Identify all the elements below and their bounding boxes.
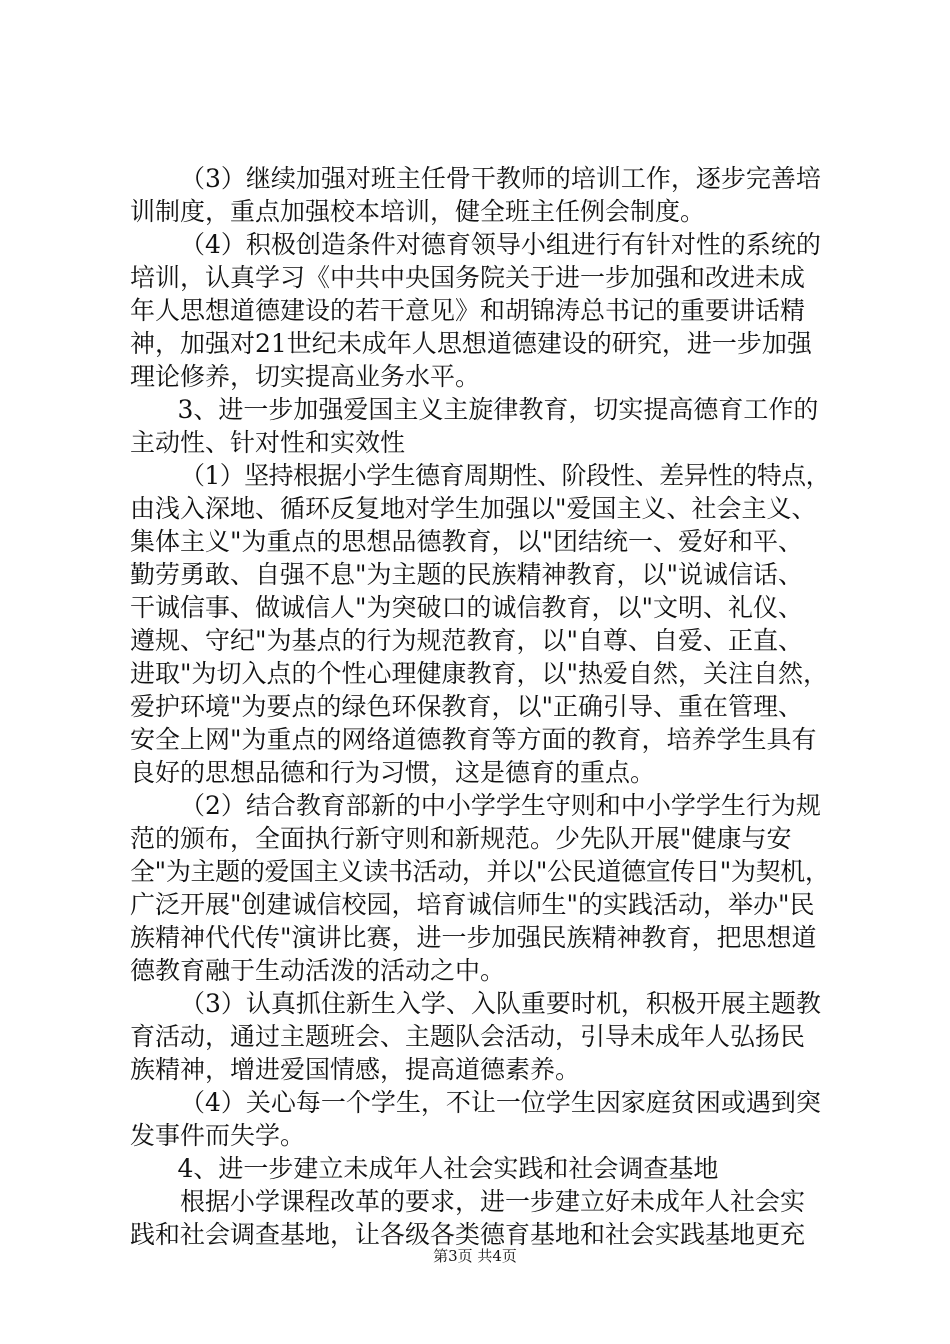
text-line: 践和社会调查基地，让各级各类德育基地和社会实践基地更充 — [130, 1220, 806, 1249]
text-line: 由浅入深地、循环反复地对学生加强以"爱国主义、社会主义、 — [130, 494, 817, 523]
text-line: 3、进一步加强爱国主义主旋律教育，切实提高德育工作的 — [177, 395, 819, 424]
text-line: 全"为主题的爱国主义读书活动，并以"公民道德宣传日"为契机， — [130, 857, 830, 886]
text-line: 神，加强对21世纪未成年人思想道德建设的研究，进一步加强 — [130, 329, 812, 358]
text-line: 安全上网"为重点的网络道德教育等方面的教育，培养学生具有 — [130, 725, 817, 754]
text-line: （3）继续加强对班主任骨干教师的培训工作，逐步完善培 — [180, 164, 821, 193]
text-line: （3）认真抓住新生入学、入队重要时机，积极开展主题教 — [180, 989, 821, 1018]
text-line: 主动性、针对性和实效性 — [130, 428, 406, 457]
text-line: 遵规、守纪"为基点的行为规范教育，以"自尊、自爱、正直、 — [130, 626, 804, 655]
text-line: 根据小学课程改革的要求，进一步建立好未成年人社会实 — [180, 1187, 806, 1216]
page-footer: 第3页 共4页 — [433, 1247, 517, 1265]
text-line: 德教育融于生动活泼的活动之中。 — [130, 956, 506, 985]
text-line: 族精神，增进爱国情感，提高道德素养。 — [130, 1055, 581, 1084]
text-line: （2）结合教育部新的中小学学生守则和中小学学生行为规 — [180, 791, 821, 820]
text-line: 进取"为切入点的个性心理健康教育，以"热爱自然，关注自然， — [130, 659, 829, 688]
text-line: 训制度，重点加强校本培训，健全班主任例会制度。 — [130, 197, 706, 226]
text-line: 年人思想道德建设的若干意见》和胡锦涛总书记的重要讲话精 — [130, 296, 806, 325]
text-line: 族精神代代传"演讲比赛，进一步加强民族精神教育，把思想道 — [130, 923, 817, 952]
text-line: （1）坚持根据小学生德育周期性、阶段性、差异性的特点， — [180, 461, 830, 490]
text-line: 范的颁布，全面执行新守则和新规范。少先队开展"健康与安 — [130, 824, 792, 853]
text-line: 良好的思想品德和行为习惯，这是德育的重点。 — [130, 758, 656, 787]
text-line: 勤劳勇敢、自强不息"为主题的民族精神教育，以"说诚信话、 — [130, 560, 804, 589]
text-line: 集体主义"为重点的思想品德教育，以"团结统一、爱好和平、 — [130, 527, 804, 556]
text-line: 发事件而失学。 — [130, 1121, 306, 1150]
text-line: （4）关心每一个学生，不让一位学生因家庭贫困或遇到突 — [180, 1088, 821, 1117]
text-line: 育活动，通过主题班会、主题队会活动，引导未成年人弘扬民 — [130, 1022, 806, 1051]
text-line: 理论修养，切实提高业务水平。 — [130, 362, 481, 391]
text-line: 爱护环境"为要点的绿色环保教育，以"正确引导、重在管理、 — [130, 692, 804, 721]
text-line: 4、进一步建立未成年人社会实践和社会调查基地 — [177, 1154, 719, 1183]
text-line: 培训，认真学习《中共中央国务院关于进一步加强和改进未成 — [130, 263, 806, 292]
text-line: 广泛开展"创建诚信校园，培育诚信师生"的实践活动，举办"民 — [130, 890, 815, 919]
document-body — [130, 162, 830, 1251]
text-line: 干诚信事、做诚信人"为突破口的诚信教育，以"文明、礼仪、 — [130, 593, 804, 622]
text-line: （4）积极创造条件对德育领导小组进行有针对性的系统的 — [180, 230, 821, 259]
